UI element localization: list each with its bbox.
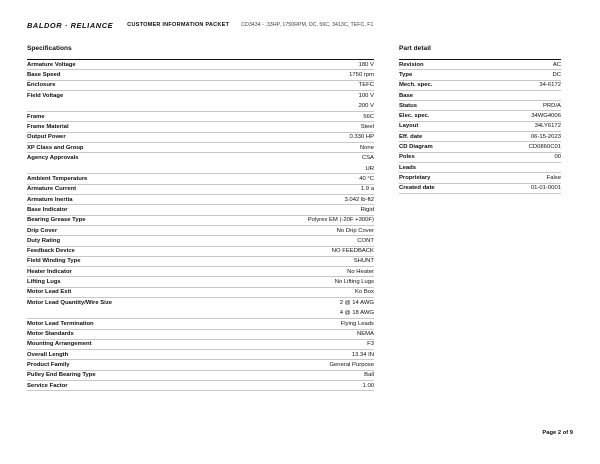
- part-label: Proprietary: [399, 174, 431, 181]
- spec-value: None: [359, 144, 374, 151]
- spec-values: [337, 228, 374, 234]
- spec-values: [357, 331, 374, 337]
- spec-row: [27, 91, 374, 112]
- part-row: [399, 60, 561, 70]
- spec-row: [27, 133, 374, 143]
- spec-row: [27, 112, 374, 122]
- spec-value: Rigid: [360, 206, 374, 213]
- spec-label: Base Indicator: [27, 206, 68, 213]
- spec-label: Armature Current: [27, 186, 77, 193]
- spec-values: [363, 114, 374, 120]
- spec-value: UR: [365, 165, 374, 172]
- spec-row: [27, 267, 374, 277]
- spec-row: [27, 319, 374, 329]
- spec-row: [27, 330, 374, 340]
- part-detail-heading: Part detail: [399, 45, 431, 52]
- spec-row: [27, 143, 374, 153]
- spec-values: [340, 298, 374, 319]
- spec-values: [345, 197, 374, 203]
- spec-label: Feedback Device: [27, 248, 75, 255]
- spec-label: Service Factor: [27, 382, 68, 389]
- spec-row: [27, 60, 374, 70]
- spec-value: TEFC: [358, 82, 374, 89]
- part-label: Layout: [399, 123, 419, 130]
- part-row: [399, 184, 561, 194]
- spec-values: [341, 321, 374, 327]
- part-label: Base: [399, 92, 414, 99]
- spec-value: 40 °C: [359, 176, 374, 183]
- spec-row: [27, 195, 374, 205]
- spec-value: 0.330 HP: [349, 134, 374, 141]
- spec-label: Armature Voltage: [27, 61, 76, 68]
- spec-value: Ko Box: [355, 289, 374, 296]
- part-row: [399, 111, 561, 121]
- spec-value: Flying Leads: [340, 320, 374, 327]
- spec-values: [332, 248, 374, 254]
- part-label: Eff. date: [399, 133, 423, 140]
- spec-value: No Heater: [347, 268, 374, 275]
- spec-values: [361, 124, 374, 130]
- spec-label: Frame Material: [27, 124, 69, 131]
- spec-value: 1750 rpm: [349, 71, 374, 78]
- spec-values: [359, 91, 374, 112]
- spec-label: Drip Cover: [27, 227, 58, 234]
- spec-values: [329, 362, 374, 368]
- spec-values: [355, 289, 374, 295]
- part-row: [399, 173, 561, 183]
- spec-values: [354, 258, 374, 264]
- spec-row: [27, 288, 374, 298]
- part-value: 34WG4006: [531, 113, 561, 120]
- spec-value: NO FEEDBACK: [331, 248, 374, 255]
- part-label: Revision: [399, 61, 424, 68]
- spec-label: Enclosure: [27, 82, 56, 89]
- spec-values: [349, 72, 374, 78]
- spec-values: [352, 352, 374, 358]
- part-row: [399, 122, 561, 132]
- spec-value: 1.9 a: [360, 186, 374, 193]
- spec-values: [359, 176, 374, 182]
- spec-value: 3.042 lb-ft2: [344, 196, 374, 203]
- part-detail-table: [399, 59, 561, 194]
- part-label: CD Diagram: [399, 144, 433, 151]
- spec-label: Motor Standards: [27, 331, 74, 338]
- spec-values: [367, 341, 374, 347]
- spec-value: CONT: [357, 237, 374, 244]
- spec-values: [362, 153, 374, 174]
- spec-label: Motor Lead Exit: [27, 289, 72, 296]
- spec-value: 56C: [363, 113, 374, 120]
- spec-value: 200 V: [358, 103, 374, 110]
- part-label: Created date: [399, 185, 435, 192]
- spec-value: 4 @ 18 AWG: [339, 310, 374, 317]
- part-row: [399, 142, 561, 152]
- part-value: AC: [552, 61, 561, 68]
- spec-label: Output Power: [27, 134, 66, 141]
- part-value: False: [546, 174, 561, 181]
- spec-label: Field Winding Type: [27, 258, 81, 265]
- spec-label: Field Voltage: [27, 92, 64, 99]
- part-row: [399, 70, 561, 80]
- part-value: 01-01-0001: [530, 185, 561, 192]
- spec-values: [360, 145, 374, 151]
- spec-row: [27, 226, 374, 236]
- part-row: [399, 163, 561, 173]
- spec-values: [347, 269, 374, 275]
- spec-row: [27, 174, 374, 184]
- spec-label: Ambient Temperature: [27, 176, 88, 183]
- spec-label: Pulley End Bearing Type: [27, 372, 96, 379]
- part-value: 34-6172: [539, 82, 561, 89]
- spec-row: [27, 122, 374, 132]
- spec-value: 180 V: [358, 61, 374, 68]
- spec-values: [359, 62, 374, 68]
- part-label: Mech. spec.: [399, 82, 433, 89]
- spec-row: [27, 81, 374, 91]
- part-value: 00: [554, 154, 561, 161]
- part-row: [399, 81, 561, 91]
- spec-label: Motor Lead Termination: [27, 320, 94, 327]
- spec-values: [363, 383, 374, 389]
- spec-row: [27, 216, 374, 226]
- spec-row: [27, 277, 374, 287]
- part-value: CD0860C01: [528, 144, 561, 151]
- spec-value: SHUNT: [353, 258, 374, 265]
- part-value: DC: [552, 71, 561, 78]
- part-label: Elec. spec.: [399, 113, 430, 120]
- part-value: PRD/A: [542, 102, 561, 109]
- part-value: 34LY6172: [534, 123, 561, 130]
- page-number: Page 2 of 9: [542, 430, 573, 436]
- spec-values: [364, 372, 374, 378]
- spec-value: General Purpose: [329, 362, 374, 369]
- spec-value: CSA: [361, 155, 374, 162]
- spec-label: Duty Rating: [27, 237, 61, 244]
- document-title: CUSTOMER INFORMATION PACKET: [127, 22, 230, 28]
- spec-row: [27, 371, 374, 381]
- company-logo: BALDOR · RELIANCE: [27, 20, 114, 30]
- spec-value: Ball: [364, 372, 374, 379]
- part-label: Poles: [399, 154, 415, 161]
- spec-label: Lifting Lugs: [27, 279, 61, 286]
- part-row: [399, 101, 561, 111]
- spec-values: [308, 217, 374, 223]
- spec-values: [361, 207, 374, 213]
- spec-row: [27, 247, 374, 257]
- spec-value: 100 V: [358, 92, 374, 99]
- spec-value: 13.34 IN: [351, 351, 374, 358]
- part-label: Status: [399, 102, 418, 109]
- document-header: [27, 19, 374, 31]
- part-label: Type: [399, 71, 413, 78]
- spec-row: [27, 205, 374, 215]
- spec-value: Steel: [360, 124, 374, 131]
- spec-label: XP Class and Group: [27, 144, 84, 151]
- spec-value: Polyrex EM (-20F +300F): [307, 217, 374, 224]
- spec-label: Armature Inertia: [27, 196, 73, 203]
- spec-values: [361, 186, 374, 192]
- spec-value: 2 @ 14 AWG: [339, 300, 374, 307]
- document-subtitle: CD3434 - .33HP, 1750RPM, DC, 56C, 3413C, TEFC, F1: [241, 22, 374, 28]
- spec-values: [357, 238, 374, 244]
- spec-label: Overall Length: [27, 351, 69, 358]
- part-value: 06-15-2023: [530, 133, 561, 140]
- spec-values: [349, 134, 374, 140]
- spec-label: Heater Indicator: [27, 268, 72, 275]
- part-row: [399, 153, 561, 163]
- spec-row: [27, 298, 374, 319]
- spec-value: F3: [367, 341, 374, 348]
- spec-value: No Lifting Lugs: [334, 279, 374, 286]
- spec-row: [27, 257, 374, 267]
- spec-row: [27, 70, 374, 80]
- spec-values: [335, 279, 374, 285]
- spec-row: [27, 185, 374, 195]
- spec-row: [27, 340, 374, 350]
- spec-label: Frame: [27, 113, 45, 120]
- spec-row: [27, 153, 374, 174]
- spec-values: [359, 82, 374, 88]
- spec-label: Base Speed: [27, 71, 61, 78]
- part-row: [399, 91, 561, 101]
- part-row: [399, 132, 561, 142]
- spec-label: Motor Lead Quantity/Wire Size: [27, 300, 113, 307]
- spec-label: Product Family: [27, 362, 70, 369]
- spec-label: Agency Approvals: [27, 155, 79, 162]
- spec-row: [27, 236, 374, 246]
- spec-value: No Drip Cover: [336, 227, 374, 234]
- spec-row: [27, 381, 374, 391]
- specifications-heading: Specifications: [27, 45, 72, 52]
- spec-label: Mounting Arrangement: [27, 341, 92, 348]
- spec-value: 1.00: [362, 382, 374, 389]
- spec-row: [27, 350, 374, 360]
- spec-value: NEMA: [356, 331, 374, 338]
- spec-label: Bearing Grease Type: [27, 217, 86, 224]
- specifications-table: [27, 59, 374, 391]
- spec-row: [27, 360, 374, 370]
- part-label: Leads: [399, 164, 417, 171]
